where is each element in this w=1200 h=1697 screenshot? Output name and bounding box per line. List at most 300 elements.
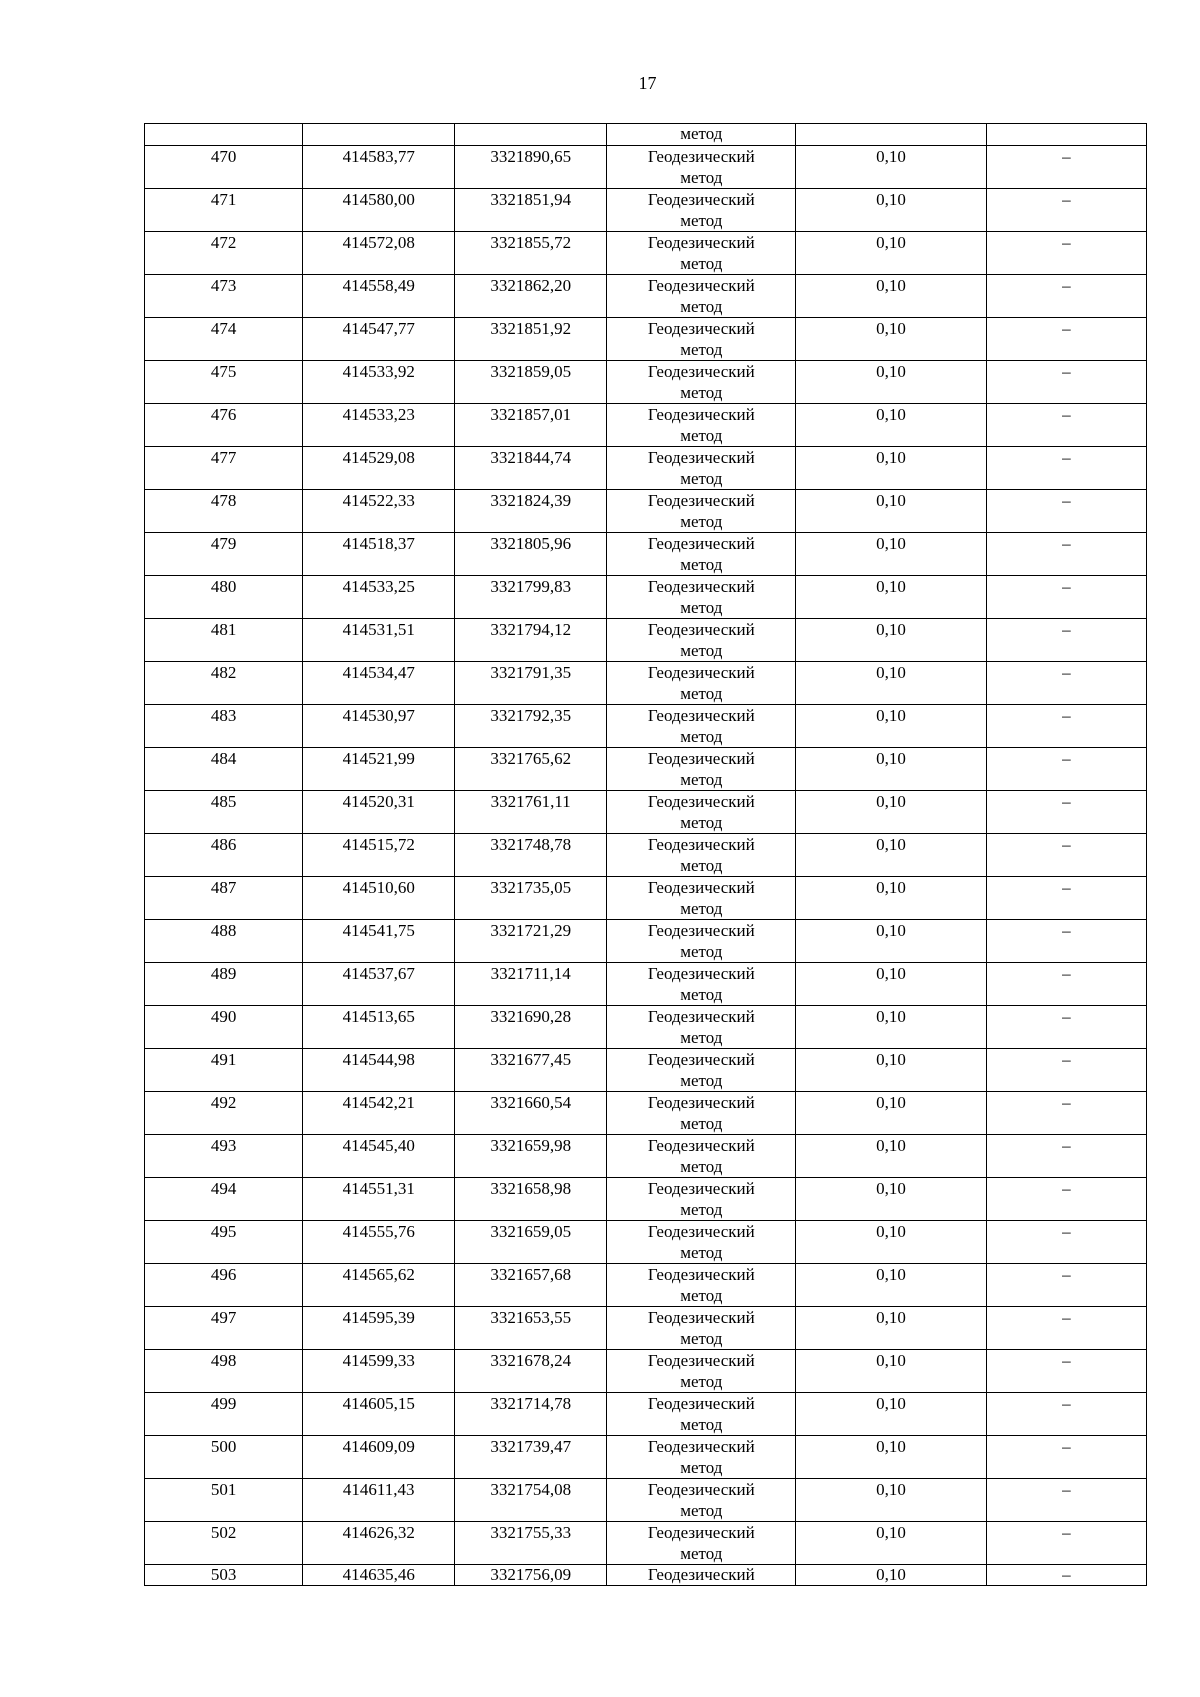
cell-number: 470 — [145, 146, 303, 189]
method-line-2: метод — [680, 598, 723, 617]
cell-y: 3321756,09 — [455, 1565, 607, 1586]
cell-note: – — [986, 1393, 1146, 1436]
cell-accuracy: 0,10 — [796, 619, 986, 662]
cell-method — [607, 1092, 796, 1135]
cell-note: – — [986, 1522, 1146, 1565]
cell-number: 498 — [145, 1350, 303, 1393]
method-line-2: метод — [680, 942, 723, 961]
cell-accuracy: 0,10 — [796, 705, 986, 748]
cell-note: – — [986, 877, 1146, 920]
method-line-1: Геодезический — [647, 276, 755, 295]
cell-y: 3321844,74 — [455, 447, 607, 490]
cell-note: – — [986, 490, 1146, 533]
cell-y: 3321791,35 — [455, 662, 607, 705]
table-row — [145, 791, 1147, 834]
method-line-2: метод — [680, 641, 723, 660]
table-row — [145, 533, 1147, 576]
cell-x: 414565,62 — [303, 1264, 455, 1307]
cell-note: – — [986, 748, 1146, 791]
cell-number — [145, 124, 303, 146]
method-line-2: метод — [680, 469, 723, 488]
cell-number: 475 — [145, 361, 303, 404]
cell-number: 503 — [145, 1565, 303, 1586]
cell-y: 3321857,01 — [455, 404, 607, 447]
cell-x: 414542,21 — [303, 1092, 455, 1135]
method-line-1: Геодезический — [647, 792, 755, 811]
table-row — [145, 1049, 1147, 1092]
table-row — [145, 1479, 1147, 1522]
cell-x: 414533,92 — [303, 361, 455, 404]
cell-y: 3321653,55 — [455, 1307, 607, 1350]
cell-x: 414537,67 — [303, 963, 455, 1006]
cell-x: 414513,65 — [303, 1006, 455, 1049]
cell-accuracy: 0,10 — [796, 146, 986, 189]
table-row — [145, 1092, 1147, 1135]
cell-accuracy: 0,10 — [796, 877, 986, 920]
cell-x: 414595,39 — [303, 1307, 455, 1350]
cell-number: 486 — [145, 834, 303, 877]
table-row — [145, 920, 1147, 963]
cell-x: 414545,40 — [303, 1135, 455, 1178]
method-line-2: метод — [680, 1243, 723, 1262]
cell-y: 3321862,20 — [455, 275, 607, 318]
cell-number: 500 — [145, 1436, 303, 1479]
table-row — [145, 1178, 1147, 1221]
cell-method — [607, 404, 796, 447]
cell-method — [607, 619, 796, 662]
table-row — [145, 1350, 1147, 1393]
cell-y: 3321739,47 — [455, 1436, 607, 1479]
method-line-1: Геодезический — [647, 663, 755, 682]
cell-method: метод — [607, 124, 796, 146]
cell-method — [607, 1479, 796, 1522]
cell-x: 414529,08 — [303, 447, 455, 490]
method-line-1: Геодезический — [647, 620, 755, 639]
cell-accuracy: 0,10 — [796, 1221, 986, 1264]
cell-method — [607, 791, 796, 834]
method-line-1: Геодезический — [647, 1437, 755, 1456]
cell-accuracy: 0,10 — [796, 920, 986, 963]
cell-accuracy — [796, 124, 986, 146]
cell-number: 484 — [145, 748, 303, 791]
cell-x: 414551,31 — [303, 1178, 455, 1221]
method-line-1: Геодезический — [647, 1136, 755, 1155]
cell-method — [607, 877, 796, 920]
cell-note: – — [986, 1135, 1146, 1178]
table-row — [145, 1135, 1147, 1178]
cell-accuracy: 0,10 — [796, 576, 986, 619]
cell-note: – — [986, 1264, 1146, 1307]
table-row — [145, 189, 1147, 232]
cell-note: – — [986, 662, 1146, 705]
cell-method — [607, 1436, 796, 1479]
cell-number: 496 — [145, 1264, 303, 1307]
cell-y: 3321792,35 — [455, 705, 607, 748]
cell-y: 3321721,29 — [455, 920, 607, 963]
method-line-1: Геодезический — [647, 706, 755, 725]
cell-x: 414547,77 — [303, 318, 455, 361]
method-line-2: метод — [680, 856, 723, 875]
method-line-1: Геодезический — [647, 1050, 755, 1069]
cell-note: – — [986, 1565, 1146, 1586]
cell-x: 414558,49 — [303, 275, 455, 318]
cell-x: 414580,00 — [303, 189, 455, 232]
table-row — [145, 877, 1147, 920]
cell-method — [607, 146, 796, 189]
cell-x: 414544,98 — [303, 1049, 455, 1092]
table-row — [145, 232, 1147, 275]
cell-note: – — [986, 1350, 1146, 1393]
cell-note: – — [986, 1307, 1146, 1350]
method-line-1: Геодезический — [647, 1007, 755, 1026]
cell-method — [607, 275, 796, 318]
cell-accuracy: 0,10 — [796, 447, 986, 490]
cell-note: – — [986, 275, 1146, 318]
cell-number: 494 — [145, 1178, 303, 1221]
method-line-1: Геодезический — [647, 1523, 755, 1542]
continuation-row — [145, 124, 1147, 146]
method-line-2: метод — [680, 813, 723, 832]
table-row — [145, 1565, 1147, 1586]
cell-number: 471 — [145, 189, 303, 232]
method-line-2: метод — [680, 512, 723, 531]
cell-accuracy: 0,10 — [796, 1350, 986, 1393]
cell-accuracy: 0,10 — [796, 1178, 986, 1221]
cell-accuracy: 0,10 — [796, 1264, 986, 1307]
cell-x: 414510,60 — [303, 877, 455, 920]
method-line-2: метод — [680, 770, 723, 789]
cell-number: 489 — [145, 963, 303, 1006]
method-line-1: Геодезический — [647, 491, 755, 510]
method-line-1: Геодезический — [647, 749, 755, 768]
method-line-1: Геодезический — [647, 534, 755, 553]
cell-method — [607, 1049, 796, 1092]
cell-note — [986, 124, 1146, 146]
table-row — [145, 619, 1147, 662]
method-line-2: метод — [680, 1071, 723, 1090]
cell-y — [455, 124, 607, 146]
cell-number: 473 — [145, 275, 303, 318]
method-line-1: Геодезический — [647, 319, 755, 338]
cell-x: 414605,15 — [303, 1393, 455, 1436]
cell-method — [607, 963, 796, 1006]
cell-y: 3321748,78 — [455, 834, 607, 877]
method-line-2: метод — [680, 426, 723, 445]
cell-note: – — [986, 1221, 1146, 1264]
cell-note: – — [986, 619, 1146, 662]
method-line-2: метод — [680, 1286, 723, 1305]
cell-method — [607, 1393, 796, 1436]
cell-method — [607, 318, 796, 361]
table-row — [145, 1436, 1147, 1479]
cell-accuracy: 0,10 — [796, 1393, 986, 1436]
cell-x: 414555,76 — [303, 1221, 455, 1264]
cell-x: 414533,25 — [303, 576, 455, 619]
cell-y: 3321658,98 — [455, 1178, 607, 1221]
cell-y: 3321851,92 — [455, 318, 607, 361]
cell-number: 481 — [145, 619, 303, 662]
cell-number: 474 — [145, 318, 303, 361]
cell-y: 3321657,68 — [455, 1264, 607, 1307]
cell-x: 414520,31 — [303, 791, 455, 834]
method-line-1: Геодезический — [647, 233, 755, 252]
cell-method — [607, 1264, 796, 1307]
cell-y: 3321805,96 — [455, 533, 607, 576]
cell-y: 3321824,39 — [455, 490, 607, 533]
method-line-2: метод — [680, 1415, 723, 1434]
method-line-1: Геодезический — [647, 1480, 755, 1499]
table-row — [145, 834, 1147, 877]
table-row — [145, 361, 1147, 404]
method-line-2: метод — [680, 985, 723, 1004]
method-line-2: метод — [680, 297, 723, 316]
cell-accuracy: 0,10 — [796, 1135, 986, 1178]
cell-number: 478 — [145, 490, 303, 533]
cell-note: – — [986, 920, 1146, 963]
method-line-1: Геодезический — [647, 1351, 755, 1370]
cell-number: 479 — [145, 533, 303, 576]
method-line-2: метод — [680, 899, 723, 918]
cell-accuracy: 0,10 — [796, 834, 986, 877]
cell-method — [607, 1006, 796, 1049]
cell-x: 414609,09 — [303, 1436, 455, 1479]
cell-y: 3321855,72 — [455, 232, 607, 275]
cell-accuracy: 0,10 — [796, 361, 986, 404]
method-line-1: Геодезический — [647, 1308, 755, 1327]
cell-note: – — [986, 1092, 1146, 1135]
cell-accuracy: 0,10 — [796, 1436, 986, 1479]
cell-number: 493 — [145, 1135, 303, 1178]
cell-number: 492 — [145, 1092, 303, 1135]
cell-x: 414541,75 — [303, 920, 455, 963]
method-line-1: Геодезический — [647, 362, 755, 381]
cell-method: Геодезический — [607, 1565, 796, 1586]
method-line-1: Геодезический — [647, 577, 755, 596]
cell-x: 414534,47 — [303, 662, 455, 705]
cell-accuracy: 0,10 — [796, 533, 986, 576]
table-row — [145, 1522, 1147, 1565]
cell-x: 414531,51 — [303, 619, 455, 662]
cell-y: 3321659,05 — [455, 1221, 607, 1264]
cell-y: 3321714,78 — [455, 1393, 607, 1436]
cell-method — [607, 748, 796, 791]
cell-note: – — [986, 361, 1146, 404]
cell-note: – — [986, 1178, 1146, 1221]
cell-note: – — [986, 963, 1146, 1006]
method-line-2: метод — [680, 1458, 723, 1477]
cell-y: 3321859,05 — [455, 361, 607, 404]
method-line-2: метод — [680, 1157, 723, 1176]
cell-method — [607, 232, 796, 275]
cell-number: 472 — [145, 232, 303, 275]
cell-note: – — [986, 404, 1146, 447]
cell-method — [607, 490, 796, 533]
table-row — [145, 748, 1147, 791]
method-line-2: метод — [680, 1200, 723, 1219]
cell-accuracy: 0,10 — [796, 189, 986, 232]
cell-number: 491 — [145, 1049, 303, 1092]
cell-accuracy: 0,10 — [796, 490, 986, 533]
cell-y: 3321794,12 — [455, 619, 607, 662]
method-line-1: Геодезический — [647, 1265, 755, 1284]
method-line-1: Геодезический — [647, 1394, 755, 1413]
table-row — [145, 576, 1147, 619]
cell-note: – — [986, 146, 1146, 189]
cell-method — [607, 834, 796, 877]
cell-y: 3321851,94 — [455, 189, 607, 232]
table-row — [145, 404, 1147, 447]
method-line-2: метод — [680, 383, 723, 402]
cell-method — [607, 1522, 796, 1565]
table-row — [145, 662, 1147, 705]
cell-method — [607, 1307, 796, 1350]
cell-x: 414530,97 — [303, 705, 455, 748]
cell-accuracy: 0,10 — [796, 404, 986, 447]
cell-accuracy: 0,10 — [796, 1092, 986, 1135]
cell-accuracy: 0,10 — [796, 275, 986, 318]
cell-note: – — [986, 1436, 1146, 1479]
cell-method — [607, 705, 796, 748]
cell-number: 482 — [145, 662, 303, 705]
cell-number: 499 — [145, 1393, 303, 1436]
cell-method — [607, 662, 796, 705]
method-line-1: Геодезический — [647, 147, 755, 166]
cell-number: 483 — [145, 705, 303, 748]
cell-number: 497 — [145, 1307, 303, 1350]
method-line-1: Геодезический — [647, 878, 755, 897]
cell-note: – — [986, 1049, 1146, 1092]
cell-x: 414599,33 — [303, 1350, 455, 1393]
table-row — [145, 275, 1147, 318]
cell-number: 485 — [145, 791, 303, 834]
table-row — [145, 318, 1147, 361]
cell-y: 3321799,83 — [455, 576, 607, 619]
cell-note: – — [986, 791, 1146, 834]
cell-method — [607, 1135, 796, 1178]
table-row — [145, 963, 1147, 1006]
method-line-1: Геодезический — [647, 1179, 755, 1198]
cell-method — [607, 576, 796, 619]
cell-x — [303, 124, 455, 146]
cell-number: 480 — [145, 576, 303, 619]
method-line-1: Геодезический — [647, 448, 755, 467]
cell-method — [607, 920, 796, 963]
cell-x: 414515,72 — [303, 834, 455, 877]
cell-y: 3321890,65 — [455, 146, 607, 189]
cell-accuracy: 0,10 — [796, 1006, 986, 1049]
table-row — [145, 490, 1147, 533]
cell-y: 3321660,54 — [455, 1092, 607, 1135]
cell-note: – — [986, 705, 1146, 748]
cell-number: 477 — [145, 447, 303, 490]
table-row — [145, 146, 1147, 189]
table-row — [145, 1264, 1147, 1307]
cell-accuracy: 0,10 — [796, 1522, 986, 1565]
method-line-1: Геодезический — [647, 835, 755, 854]
cell-number: 490 — [145, 1006, 303, 1049]
method-line-2: метод — [680, 168, 723, 187]
cell-x: 414572,08 — [303, 232, 455, 275]
cell-y: 3321711,14 — [455, 963, 607, 1006]
cell-accuracy: 0,10 — [796, 662, 986, 705]
method-line-2: метод — [680, 727, 723, 746]
table-row — [145, 705, 1147, 748]
method-line-1: Геодезический — [647, 921, 755, 940]
cell-y: 3321690,28 — [455, 1006, 607, 1049]
cell-accuracy: 0,10 — [796, 1049, 986, 1092]
cell-y: 3321677,45 — [455, 1049, 607, 1092]
method-line-2: метод — [680, 555, 723, 574]
cell-accuracy: 0,10 — [796, 963, 986, 1006]
cell-y: 3321755,33 — [455, 1522, 607, 1565]
cell-note: – — [986, 318, 1146, 361]
method-line-1: Геодезический — [647, 964, 755, 983]
method-line-2: метод — [680, 1544, 723, 1563]
cell-method — [607, 361, 796, 404]
method-line-2: метод — [680, 340, 723, 359]
cell-x: 414533,23 — [303, 404, 455, 447]
cell-y: 3321678,24 — [455, 1350, 607, 1393]
cell-method — [607, 1221, 796, 1264]
cell-x: 414626,32 — [303, 1522, 455, 1565]
cell-number: 476 — [145, 404, 303, 447]
cell-method — [607, 1178, 796, 1221]
method-line-2: метод — [680, 1329, 723, 1348]
cell-number: 495 — [145, 1221, 303, 1264]
cell-y: 3321735,05 — [455, 877, 607, 920]
table-row — [145, 447, 1147, 490]
cell-x: 414521,99 — [303, 748, 455, 791]
cell-y: 3321761,11 — [455, 791, 607, 834]
cell-note: – — [986, 1006, 1146, 1049]
cell-y: 3321754,08 — [455, 1479, 607, 1522]
method-line-2: метод — [680, 254, 723, 273]
cell-number: 488 — [145, 920, 303, 963]
table-row — [145, 1393, 1147, 1436]
coordinates-table — [144, 123, 1147, 1586]
page-number: 17 — [638, 73, 657, 93]
cell-x: 414635,46 — [303, 1565, 455, 1586]
cell-number: 502 — [145, 1522, 303, 1565]
table-row — [145, 1307, 1147, 1350]
cell-note: – — [986, 447, 1146, 490]
cell-number: 501 — [145, 1479, 303, 1522]
cell-accuracy: 0,10 — [796, 791, 986, 834]
cell-x: 414522,33 — [303, 490, 455, 533]
cell-note: – — [986, 1479, 1146, 1522]
method-line-2: метод — [680, 1114, 723, 1133]
cell-accuracy: 0,10 — [796, 232, 986, 275]
cell-x: 414611,43 — [303, 1479, 455, 1522]
cell-accuracy: 0,10 — [796, 1307, 986, 1350]
cell-method — [607, 1350, 796, 1393]
cell-method — [607, 189, 796, 232]
table-row — [145, 1221, 1147, 1264]
cell-accuracy: 0,10 — [796, 748, 986, 791]
method-line-1: Геодезический — [647, 1093, 755, 1112]
cell-number: 487 — [145, 877, 303, 920]
cell-y: 3321765,62 — [455, 748, 607, 791]
cell-note: – — [986, 232, 1146, 275]
cell-y: 3321659,98 — [455, 1135, 607, 1178]
cell-method — [607, 447, 796, 490]
cell-x: 414518,37 — [303, 533, 455, 576]
cell-note: – — [986, 189, 1146, 232]
cell-note: – — [986, 576, 1146, 619]
method-line-2: метод — [680, 1501, 723, 1520]
cell-accuracy: 0,10 — [796, 318, 986, 361]
cell-note: – — [986, 533, 1146, 576]
